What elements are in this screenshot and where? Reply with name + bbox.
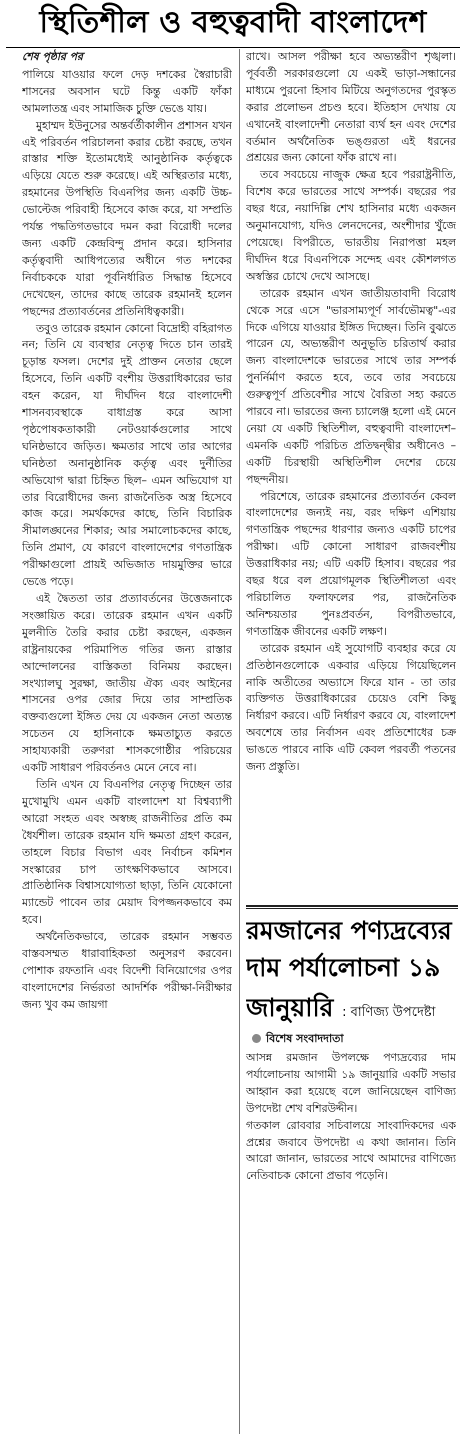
kicker: শেষ পৃষ্ঠার পর — [22, 50, 83, 63]
column-separator — [239, 49, 240, 1434]
paragraph: এই দ্বৈততা তার প্রত্যাবর্তনের উত্তেজনাকে সংজ্ঞায়িত করে। তারেক রহমান এখন একটি মুলনীতি তৈরি করার চেষ্টা করছেন, একজন রাষ্ট্রনায়কের পরিমাপিত গতির জন্য রাস্তার আন্দোলনের বাস্তিকতা বিনিময় করছেন। সংখ্যালঘু সুরক্ষা, জাতীয় ঐক্য এবং আইনের শাসনের ওপর জোর দিয়ে তার সাম্প্রতিক বক্তব্যগুলো ইঙ্গিত দেয় যে একজন নেতা অত্যন্ত সচেতন যে হাসিনাকে ক্ষমতাচ্যুত করতে সাহায্যকারী তরুণরা শাসকগোষ্ঠীর পরিচয়ের একটি সাধারণ পরিবর্তনও মেনে নেবে না। — [22, 592, 232, 775]
story2-subhead: : বাণিজ্য উপদেষ্টা — [342, 1005, 436, 1020]
story2-body — [246, 1050, 456, 1435]
story2-headline-line2: দাম পর্যালোচনা ১৯ — [246, 953, 441, 982]
paragraph: অর্থনৈতিকভাবে, তারেক রহমান সম্ভবত বাস্তবসম্মত ধারাবাহিকতা অনুসরণ করবেন। পোশাক রফতানি এবং বিদেশী বিনিয়োগের ওপর বাংলাদেশের নির্ভরতা আদর্শিক পরীক্ষা-নিরীক্ষার জন্য খুব কম জায়গা — [22, 930, 232, 1011]
story-divider — [246, 905, 458, 907]
paragraph: তারেক রহমান এই সুযোগটি ব্যবহার করে যে প্রতিষ্ঠানগুলোকে একবার এড়িয়ে গিয়েছিলেন নাকি অতীতের অভ্যাসে ফিরে যান - তা তার ব্যক্তিগত উত্তরাধিকারের চেয়েও বেশি কিছু নির্ধারণ করবে। এটি নির্ধারণ করবে যে, বাংলাদেশ অবশেষে তার নির্বাসন এবং প্রতিশোধের চক্র ভাঙতে পারবে নাকি এটি কেবল পরবর্তী পতনের জন্য প্রস্তুতি। — [246, 641, 456, 774]
paragraph: রাখে। আসল পরীক্ষা হবে অভ্যন্তরীণ শৃঙ্খলা। পূর্ববর্তী সরকারগুলো যে একই ভাড়া-সন্ধানের মাধ্যমে পুরনো হিসাব মিটিয়ে অনুগতদের পুরস্কৃত করার প্রলোভন প্রচণ্ড হবে। ইতিহাস দেখায় যে এখানেই বাংলাদেশী নেতারা ব্যর্থ হন এবং দেশের বর্তমান অর্থনৈতিক ভঙ্গুরতা এই ধরনের প্রশ্রয়ের জন্য কোনো ফাঁক রাখে না। — [246, 50, 456, 165]
headline: স্থিতিশীল ও বহুত্ববাদী বাংলাদেশ — [39, 5, 427, 40]
byline-text: বিশেষ সংবাদদাতা — [266, 1032, 344, 1045]
story2-headline-date: জানুয়ারি — [246, 993, 334, 1022]
story-divider-thin — [246, 908, 458, 909]
paragraph: পরিশেষে, তারেক রহমানের প্রত্যাবর্তন কেবল বাংলাদেশের জন্যই নয়, বরং দক্ষিণ এশিয়ায় গণতান্ত্রিক পছন্দের ধারণার জন্যও একটি চাপের পরীক্ষা। এটি কোনো সাধারণ রাজবংশীয় উত্তরাধিকার নয়; এটি একটি হিসাব। বছরের পর বছর ধরে বল প্রয়োগমূলক স্থিতিশীলতা এবং পরিচালিত ফলাফলের পর, রাজনৈতিক অনিশ্চয়তার পুনঃপ্রবর্তন, বিপরীতভাবে, গণতান্ত্রিক জীবনের একটি লক্ষণ। — [246, 489, 456, 638]
paragraph: তারেক রহমান এখন জাতীয়তাবাদী বিরোধ থেকে সরে এসে "ভারসাম্যপূর্ণ সার্বভৌমত্ব"-এর দিকে এগিয়ে যাওয়ার ইঙ্গিত দিচ্ছেন। তিনি বুঝতে পারেন যে, অভ্যন্তরীণ অনুভূতি চরিতার্থ করার জন্য বাংলাদেশকে ভারতের সাথে তার সম্পর্ক পুনর্নির্মাণ করতে হবে, তবে তার সবচেয়ে গুরুত্বপূর্ণ প্রতিবেশীর সাথে বৈরিতা সহ্য করতে পারবে না। ভারতের জন্য চ্যালেঞ্জ হলো এই মেনে নেয়া যে একটি স্থিতিশীল, বহুত্ববাদী বাংলাদেশ– এমনকি একটি পরিচিত প্রতিদ্বন্দ্বীর অধীনেও – একটি চিরস্থায়ী অস্থিতিশীল দেশের চেয়ে পছন্দনীয়। — [246, 286, 456, 486]
paragraph: পালিয়ে যাওয়ার ফলে দেড় দশকের স্বৈরাচারী শাসনের অবসান ঘটে কিন্তু একটি ফাঁকা আমলাতন্ত্র এবং সামাজিক চুক্তি ভেঙে যায়। — [22, 67, 232, 115]
paragraph: তিনি এখন যে বিএনপির নেতৃত্ব দিচ্ছেন তার মুখোমুখি এমন একটি বাংলাদেশ যা বিশ্বব্যাপী আরো সংহত এবং অস্বচ্ছ রাজনীতির প্রতি কম ধৈর্যশীল। তারেক রহমান যদি ক্ষমতা গ্রহণ করেন, তাহলে বিচার বিভাগ এবং নির্বাচন কমিশন সংস্কারের চাপ তাৎক্ষণিকভাবে আসবে। প্রাতিষ্ঠানিক বিশ্বাসযোগ্যতা ছাড়া, তিনি যেকোনো ম্যান্ডেট পাবেন তার মেয়াদ বিপজ্জনকভাবে কম হবে। — [22, 777, 232, 927]
article-column-right — [246, 49, 456, 891]
bullet-icon — [252, 1034, 261, 1043]
paragraph: তবুও তারেক রহমান কোনো বিদ্রোহী বহিরাগত নন; তিনি যে ব্যবস্থার নেতৃত্ব দিতে চান তারই চূড়ান্ত ফসল। দেশের দুই প্রাক্তন নেতার ছেলে হিসেবে, তিনি একটি বংশীয় উত্তরাধিকারের ভার বহন করেন, যা দীর্ঘদিন ধরে বাংলাদেশী শাসনব্যবস্থাকে বাধাগ্রস্ত করে আসা পৃষ্ঠপোষকতাকারী নেটওয়ার্কগুলোর সাথে ঘনিষ্ঠভাবে জড়িত। ক্ষমতার সাথে তার আগের ঘনিষ্ঠতা অনানুষ্ঠানিক কর্তৃত্ব এবং দুর্নীতির অভিযোগ দ্বারা চিহ্নিত ছিল– এমন অভিযোগ যা তার বিরোধীদের জন্য রাজনৈতিক অস্ত্র হিসেবে কাজ করে। সমর্থকদের কাছে, তিনি বিচারিক সীমালঙ্ঘনের শিকার; আর সমালোচকদের কাছে, তিনি প্রমাণ, যে কারণে বাংলাদেশের গণতান্ত্রিক পরীক্ষাগুলো প্রায়ই অভিজাত দায়মুক্তির ভারে ভেঙে পড়ে। — [22, 321, 232, 589]
story2-headline-line1: রমজানের পণ্যদ্রব্যের — [246, 916, 452, 945]
paragraph: আসন্ন রমজান উপলক্ষে পণ্যদ্রব্যের দাম পর্যালোচনায় আগামী ১৯ জানুয়ারি একটি সভার আহ্বান করা হয়েছে বলে জানিয়েছেন বাণিজ্য উপদেষ্টা শেখ বশিরউদ্দীন। — [246, 1051, 456, 1115]
paragraph: গতকাল রোববার সচিবালয়ে সাংবাদিকদের এক প্রশ্নের জবাবে উপদেষ্টা এ কথা জানান। তিনি আরো জানান, ভারতের সাথে আমাদের বাণিজ্যে নেতিবাচক কোনো প্রভাব পড়েনি। — [246, 1118, 456, 1183]
paragraph: মুহাম্মদ ইউনুসের অন্তর্বর্তীকালীন প্রশাসন যখন এই পরিবর্তন পরিচালনা করার চেষ্টা করছে, তখন রাস্তার শক্তি ইতোমধ্যেই আনুষ্ঠানিক কর্তৃত্বকে এড়িয়ে যেতে শুরু করেছে। এই অস্থিরতার মধ্যে, রহমানের উপস্থিতি বিএনপির জন্য একটি উচ্চ-ভোল্টেজ পরিবাহী হিসেবে কাজ করে, যা সম্প্রতি পর্যন্ত পদ্ধতিগতভাবে দমন করা বিরোধী দলের জন্য একটি কেন্দ্রবিন্দু প্রদান করে। হাসিনার কর্তৃত্ববাদী আধিপত্যের অধীনে গত দশকের নির্বাচককে যারা পূর্বনির্ধারিত সিদ্ধান্ত হিসেবে দেখেছেন, তাদের কাছে তারেক রহমানই হলেন পছন্দের প্রত্যাবর্তনের প্রতিনিধিত্বকারী। — [22, 118, 232, 318]
headline-rule — [6, 47, 460, 48]
article-column-left — [22, 49, 232, 1434]
paragraph: তবে সবচেয়ে নাজুক ক্ষেত্র হবে পররাষ্ট্রনীতি, বিশেষ করে ভারতের সাথে সম্পর্ক। বছরের পর বছর ধরে, নয়াদিল্লি শেখ হাসিনার মধ্যে একজন অনুমানযোগ্য, যদিও লেনদেনের, অংশীদার খুঁজে পেয়েছে। বিপরীতে, ভারতীয় নিরাপত্তা মহল দীর্ঘদিন ধরে বিএনপিকে সন্দেহ এবং কৌশলগত অস্বস্তির চোখে দেখে আসছে। — [246, 168, 456, 283]
story2-headline-line3 — [246, 990, 460, 1026]
byline — [252, 1030, 344, 1049]
